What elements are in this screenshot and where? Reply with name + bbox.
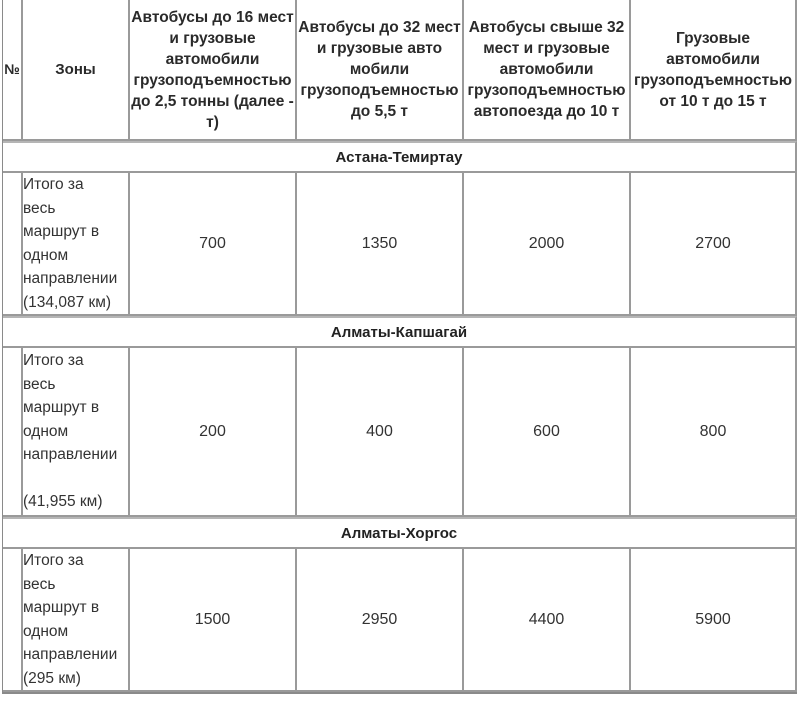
table-row xyxy=(3,348,797,517)
header-zones: Зоны xyxy=(23,0,130,141)
price-cell: 2700 xyxy=(631,173,797,316)
zone-title: Алматы-Капшагай xyxy=(3,316,797,348)
price-cell: 800 xyxy=(631,348,797,517)
route-total-label: Итого за весь маршрут в одном направлении (295 км) xyxy=(23,549,130,692)
zone-row xyxy=(3,517,797,549)
route-total-label: Итого за весь маршрут в одном направлении (134,087 км) xyxy=(23,173,130,316)
tariff-table xyxy=(2,0,797,694)
table-row xyxy=(3,173,797,316)
zone-title: Алматы-Хоргос xyxy=(3,517,797,549)
header-category-4: Грузовые автомобили грузоподъемностью от 10 т до 15 т xyxy=(631,0,797,141)
table-row xyxy=(3,549,797,692)
zone-title: Астана-Темиртау xyxy=(3,141,797,173)
price-cell: 1500 xyxy=(130,549,297,692)
zone-row xyxy=(3,141,797,173)
header-row xyxy=(3,0,797,141)
price-cell: 2000 xyxy=(464,173,631,316)
tariff-table-container xyxy=(2,0,797,694)
price-cell: 4400 xyxy=(464,549,631,692)
price-cell: 600 xyxy=(464,348,631,517)
price-cell: 2950 xyxy=(297,549,464,692)
zone-row xyxy=(3,316,797,348)
header-number: № xyxy=(3,0,23,141)
price-cell: 400 xyxy=(297,348,464,517)
header-category-1: Автобусы до 16 мест и грузовые автомобили грузоподъемностью до 2,5 тонны (далее - т) xyxy=(130,0,297,141)
price-cell: 1350 xyxy=(297,173,464,316)
header-category-3: Автобусы свыше 32 мест и грузовые автомобили грузоподъемностью автопоезда до 10 т xyxy=(464,0,631,141)
header-category-2: Автобусы до 32 мест и грузовые авто мобили грузоподъемностью до 5,5 т xyxy=(297,0,464,141)
row-number-cell xyxy=(3,173,23,316)
price-cell: 700 xyxy=(130,173,297,316)
route-total-label: Итого за весь маршрут в одном направлении (41,955 км) xyxy=(23,348,130,517)
price-cell: 200 xyxy=(130,348,297,517)
row-number-cell xyxy=(3,348,23,517)
row-number-cell xyxy=(3,549,23,692)
price-cell: 5900 xyxy=(631,549,797,692)
